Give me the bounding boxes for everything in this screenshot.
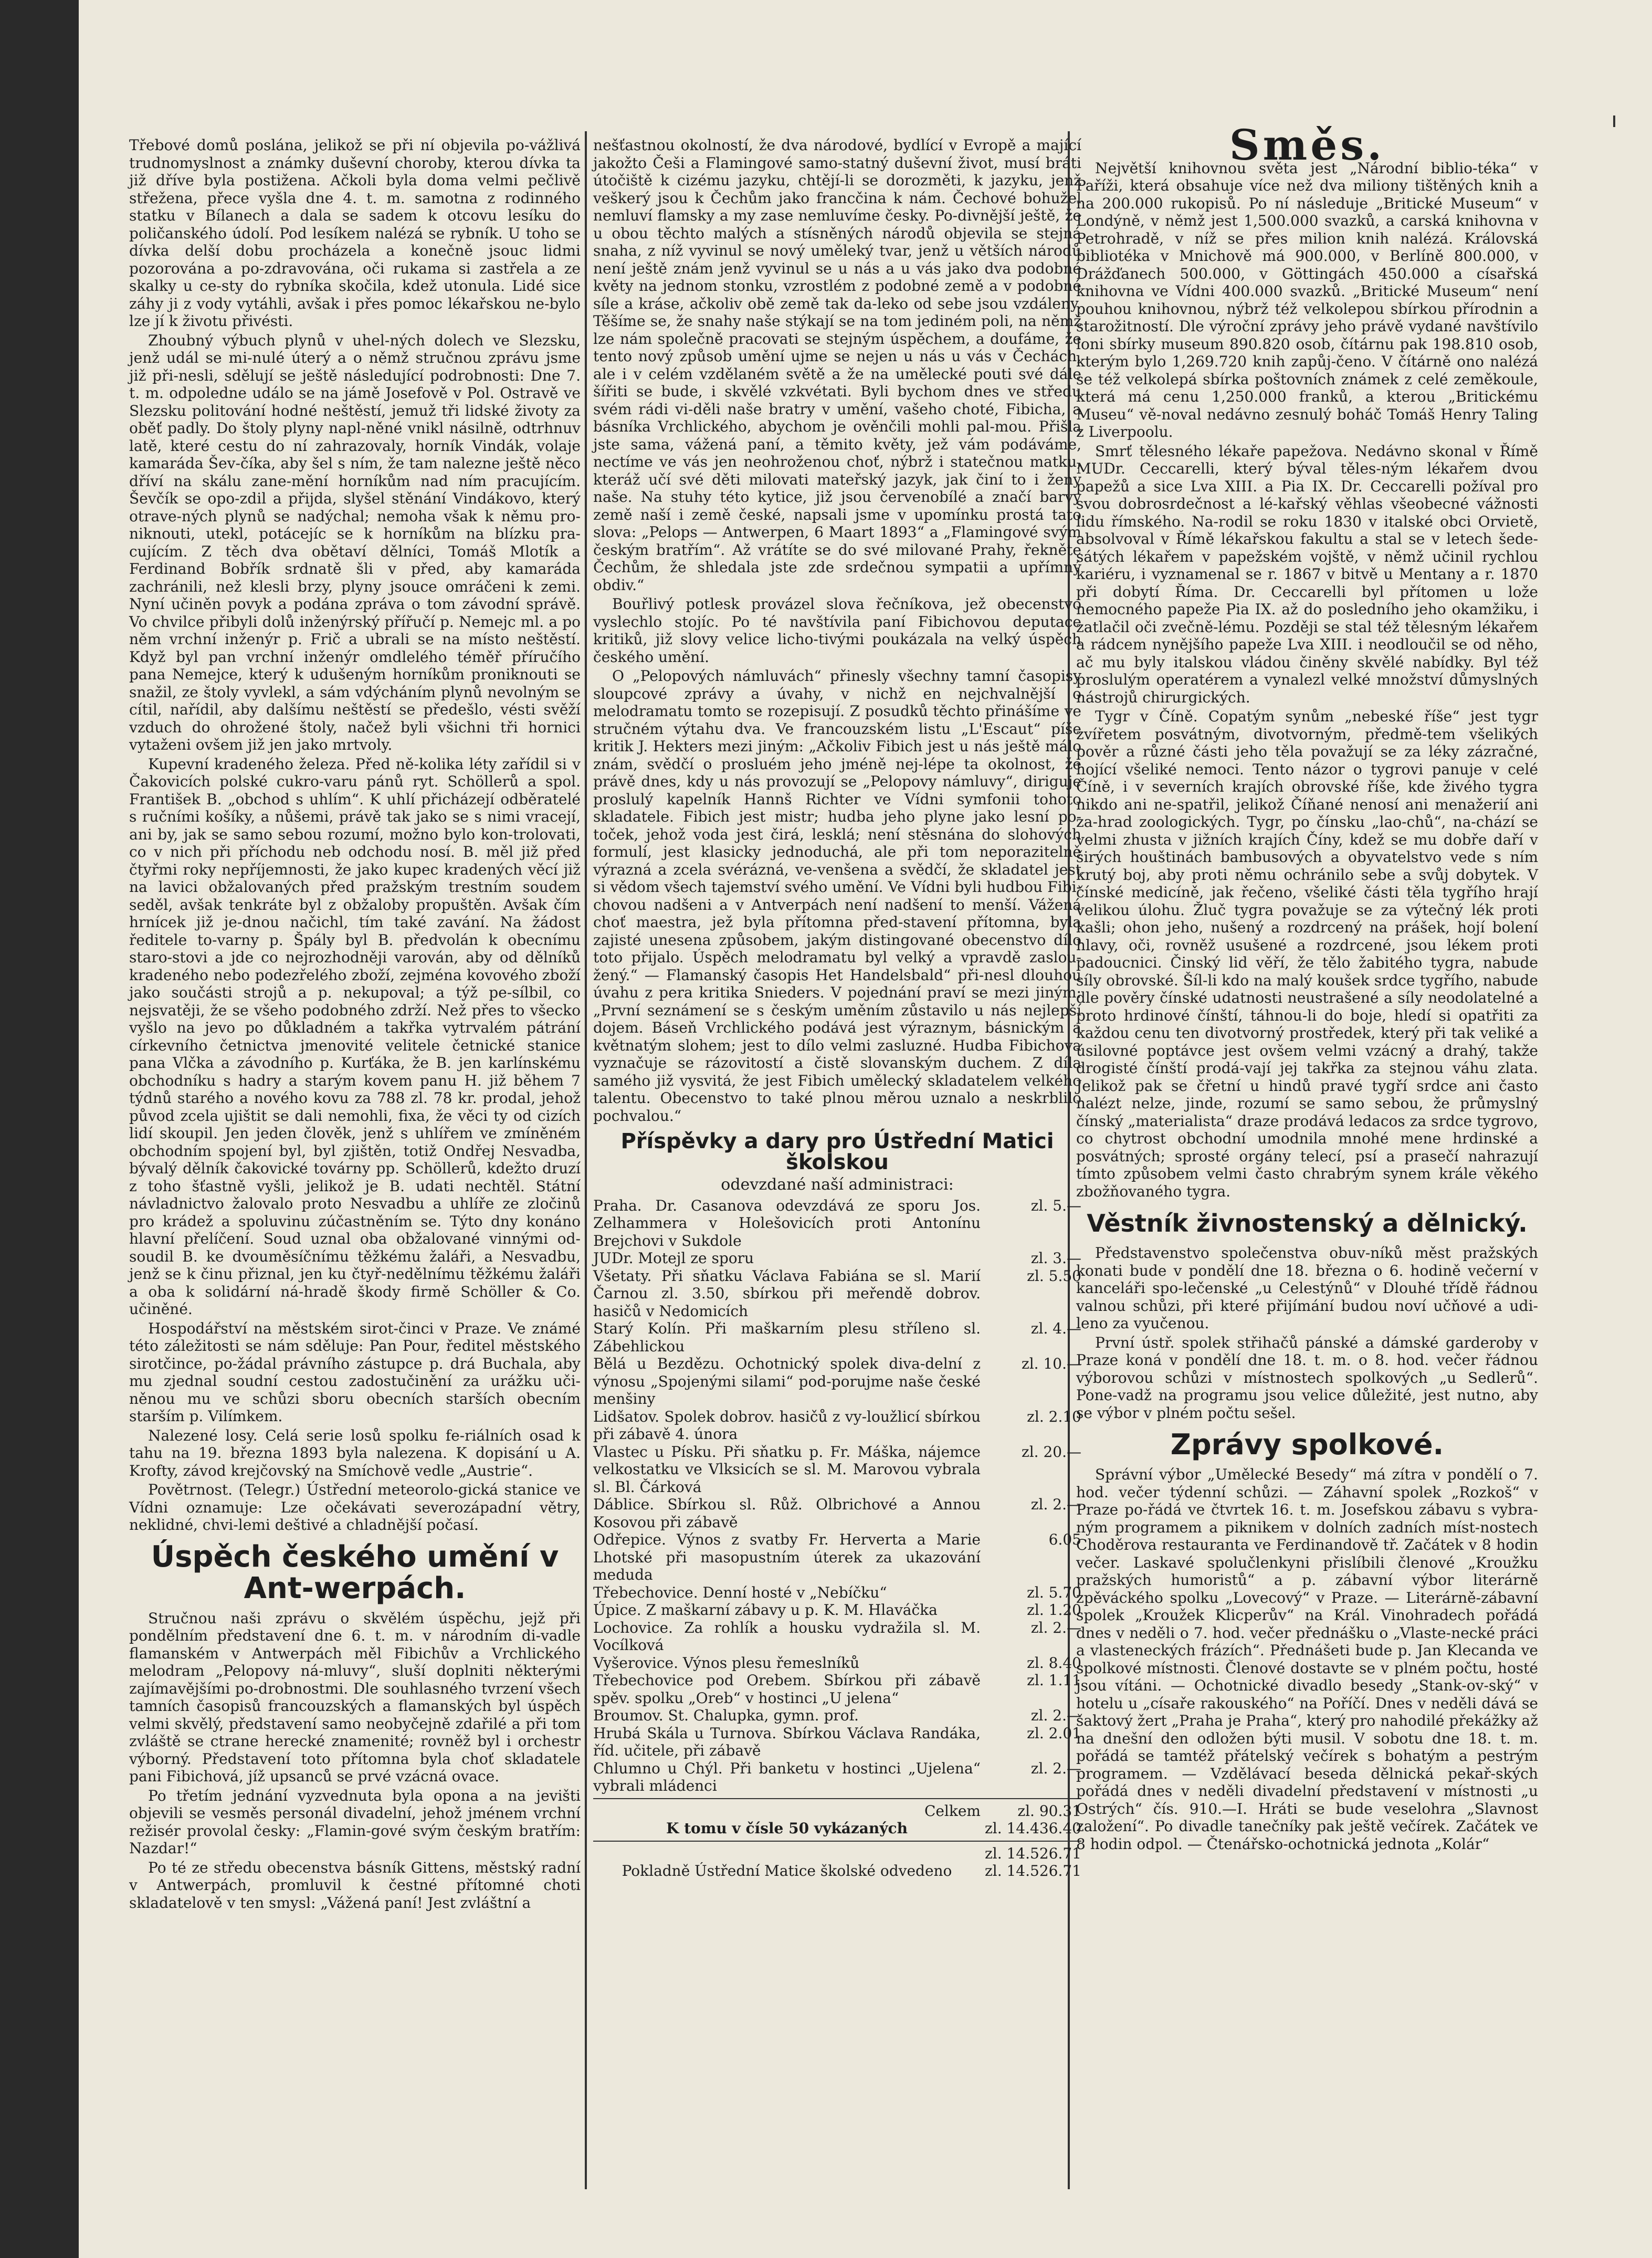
total-amount: zl. 14.526.71 [984,1862,1081,1879]
donation-row [593,1760,1081,1795]
column-rule-left [585,131,587,2189]
total-amount: zl. 14.436.40 [984,1820,1081,1837]
table-divider [593,1841,1081,1842]
donations-subheading: odevzdané naší administraci: [721,1175,954,1194]
donation-text: Všetaty. Při sňatku Václava Fabiána se sl. Marií Čarnou zl. 3.50, sbírkou při meřendě dobrov. hasičů v Nedomicích [593,1267,981,1320]
donation-text: Lochovice. Za rohlík a housku vydražila sl. M. Vocílková [593,1619,981,1654]
article-paragraph: Tygr v Číně. Copatým synům „nebeské říše“ jest tygr zvířetem posvátným, divotvorným, předmě-tem všelikých pověr a různé části jeho těla považují se za léky zázračné, hojící všeliké nemoci. Tento názor o tygrovi panuje v celé Číně, i v severních krajích obrovské říše, kde živého tygra nikdo ani ne-spatřil, jelikož Číňané nenosí ani menažerií ani za-hrad zoologických. Tygr, po čínsku „lao-chů“, na-chází se velmi zhusta v jižních krajích Číny, kdež se mu dobře daří v širých houštinách bambusových a obyvatelstvo vede s ním krutý boj, aby proti němu ochránilo sebe a svůj dobytek. V čínské medicíně, jak řečeno, všeliké části těla tygřího hrají velikou úlohu. Žluč tygra považuje se za výtečný lék proti kašli; ohon jeho, nušený a rozdrcený na prášek, hojí bolení hlavy, oči, rovněž usušené a rozdrcené, jsou lékem proti padoucnici. Činský lid věří, že tělo žabitého tygra, nabude síly obrovské. Šíl-li kdo na malý koušek srdce tygřího, nabude dle pověry čínské udatnosti neustrašené a síly neodolatelné a proto hrdinové čínští, táhnou-li do boje, hledí si opatřiti za každou cenu ten divotvorný prostředek, který při tak veliké a úsilovné poptávce jest ovšem velmi vzácný a drahý, takže drogisté čínští prodá-vají jej takřka za stejnou váhu zlata. Jelikož pak se čřetní u hindů pravé tygří srdce ani často nalézt nelze, jinde, rozumí se samo sebou, že průmyslný čínský „materialista“ draze prodává ledacos za srdce tygrovo, co chytrost obchodní umodnila mnohé mene hrdinské a posvátných; sprosté orgány telecí, psí a prasečí nahrazují tímto způsobem velmi často chrabrým synem krále věkého zbožňovaného tygra. [1076,708,1538,1200]
article-paragraph: Třebové domů poslána, jelikož se při ní objevila po-vážlivá trudnomyslnost a známky duševní choroby, kterou dívka ta již dříve byla postižena. Ačkoli byla doma velmi pečlivě střežena, přece vyšla dne 4. t. m. samotna z rodinného statku v Bílanech a dala se sadem k otcovu lesíku do poličanského údolí. Pod lesíkem nalézá se rybník. U toho se dívka delší dobu procházela a konečně jsouc lidmi pozorována a po-zdravována, oči rukama si zastřela a ze skalky u ce-sty do rybníka skočila, kdež utonula. Lidé sice záhy ji z vody vytáhli, avšak i přes pomoc lékařskou ne-bylo lze jí k životu přivésti. [129,136,581,330]
donation-text: Bělá u Bezdězu. Ochotnický spolek diva-delní z výnosu „Spojenými silami“ pod-porujme naše české menšiny [593,1355,981,1408]
donation-row [593,1355,1081,1408]
donation-row [593,1197,1081,1250]
column-1 [129,136,581,1913]
column-3 [1076,120,1538,1854]
margin-mark [1613,115,1615,127]
section-title: Směs. [1229,120,1385,170]
column-2 [593,136,1081,1880]
donation-amount: zl. 2.— [1030,1619,1081,1636]
donation-amount: zl. 4.— [1030,1320,1081,1337]
total-amount: zl. 14.526.71 [984,1844,1081,1862]
donation-row [593,1707,1081,1725]
donation-row [593,1725,1081,1760]
donations-heading: Příspěvky a dary pro Ústřední Matici školskou [620,1129,1054,1174]
total-label [593,1845,981,1863]
donation-text: Hrubá Skála u Turnova. Sbírkou Václava Randáka, říd. učitele, při zábavě [593,1724,981,1759]
donation-row [593,1672,1081,1707]
donation-amount: zl. 2.— [1030,1759,1081,1777]
donation-text: Vyšerovice. Výnos plesu řemeslníků [593,1654,860,1672]
donation-row [593,1654,1081,1672]
total-row [593,1820,1081,1837]
total-row [593,1802,1081,1820]
donation-text: Úpice. Z maškarní zábavy u p. K. M. Hlaváčka [593,1601,938,1619]
donation-amount: 6.05 [1048,1531,1081,1548]
article-paragraph: Po té ze středu obecenstva básník Gittens, městský radní v Antwerpách, promluvil k čestné přítomné choti skladatelově v ten smysl: „Vážená paní! Jest zvláštní a [129,1858,581,1912]
article-paragraph: Největší knihovnou světa jest „Národní biblio-téka“ v Paříži, která obsahuje více než dva miliony tištěných knih a na 200.000 rukopisů. Po ní následuje „Britické Museum“ v Londýně, v němž jest 1,500.000 svazků, a carská knihovna v Petrohradě, v níž se přes milion knih nalézá. Královská bibliotéka v Mnichově má 900.000, v Berlíně 800.000, v Drážďanech 500.000, v Göttingách 450.000 a císařská knihovna ve Vídni 400.000 svazků. „Britické Museum“ není pouhou knihovnou, nýbrž též velkolepou sbírkou přírodnin a starožitností. Dle výroční zprávy jeho právě vydané navštívilo loni sbírky museum 890.820 osob, čítárnu pak 198.810 osob, kterým bylo 1,269.720 knih zapůj-čeno. V čítárně ono nalézá se též velkolepá sbírka poštovních známek z celé zeměkoule, která má cenu 1,250.000 franků, a kterou „Britickému Museu“ vě-noval nedávno zesnulý boháč Tomáš Henry Taling z Liverpoolu. [1076,159,1538,440]
donation-text: Třebechovice. Denní hosté v „Nebíčku“ [593,1583,887,1601]
article-paragraph: Hospodářství na městském sirot-činci v Praze. Ve známé této záležitosti se nám sděluje: Pan Pour, ředitel městského sirotčince, po-žádal právního zástupce p. drá Buchala, aby mu zjednal soudní cestou zadostučinění za urážku uči-něnou mu ve schůzi sboru obecních starších obecním starším p. Vilímkem. [129,1319,581,1425]
total-label: K tomu v čísle 50 vykázaných [666,1820,908,1837]
donation-text: Vlastec u Písku. Při sňatku p. Fr. Máška, nájemce velkostatku ve Vlksicích se sl. M. Marovou vybrala sl. Bl. Čárková [593,1443,981,1496]
donation-amount: zl. 5.50 [1027,1267,1081,1285]
donation-text: JUDr. Motejl ze sporu [593,1249,754,1267]
article-paragraph: Bouřlivý potlesk provázel slova řečníkova, jež obecenstvo vyslechlo stojíc. Po té navštívila paní Fibichovou deputace kritiků, již slovy velice licho-tivými poukázala na velký úspěch českého umění. [593,595,1081,666]
total-label: Pokladně Ústřední Matice školské odvedeno [622,1862,952,1879]
donation-row [593,1619,1081,1654]
section-heading: Zprávy spolkové. [1170,1428,1444,1461]
donation-text: Třebechovice pod Orebem. Sbírkou při zábavě spěv. spolku „Oreb“ v hostinci „U jelena“ [593,1672,981,1707]
article-paragraph: První ústř. spolek střihačů pánské a dámské garderoby v Praze koná v pondělí dne 18. t. m. o 8. hod. večer řádnou výborovou schůzi v místnostech spolkových „u Sedlerů“. Pone-vadž na programu jsou velice důležité, jest nutno, aby se výbor v plném počtu sešel. [1076,1333,1538,1422]
donation-amount: zl. 2.— [1030,1496,1081,1513]
donations-table [593,1197,1081,1880]
donation-text: Starý Kolín. Při maškarním plesu stříleno sl. Zábehlickou [593,1320,981,1355]
total-row [593,1845,1081,1863]
donation-row [593,1584,1081,1602]
donation-row [593,1496,1081,1531]
article-paragraph: Správní výbor „Umělecké Besedy“ má zítra v pondělí o 7. hod. večer týdenní schůzi. — Záhavní spolek „Rozkoš“ v Praze po-řádá ve čtvrtek 16. t. m. Josefskou zábavu s vybra-ným programem a piknikem v dolních zadních míst-nostech Choděrova restauranta ve Ferdinandově tř. Začátek v 8 hodin večer. Laskavé spolučlenkyni přislíbili členové „Kroužku pražských humoristů“ a p. zábavní výbor literárně zpěváckého spolku „Lovecový“ v Praze. — Literárně-zábavní spolek „Kroužek Klicperův“ na Král. Vinohradech pořádá dnes v neděli o 7. hod. večer přednášku o „Vlaste-necké práci a vlasteneckých frázích“. Přednášeti bude p. Jan Klecanda ve spolkové místnosti. Členové dostavte se v plném počtu, hosté jsou vítáni. — Ochotnické divadlo besedy „Stank-ov-ský“ v hotelu u „císaře rakouského“ na Poříčí. Dnes v neděli dává se šaktový žert „Praha je Praha“, který pro nahodilé překážky až na dnešní den odložen býti musil. V sobotu dne 18. t. m. pořádá se tamtéž přátelský večírek s bohatým a pestrým programem. — Vzdělávací beseda dělnická pekař-ských pořádá dnes v neděli divadelní představení v místnosti „u Ostrých“ čís. 910.—I. Hráti se bude veselohra „Slavnost založení“. Po divadle tanečníky pak ještě večírek. Začátek ve 8 hodin odpol. — Čtenářsko-ochotnická jednota „Kolár“ [1076,1466,1538,1853]
article-paragraph: Nalezené losy. Celá serie losů spolku fe-riálních osad k tahu na 19. března 1893 byla nalezena. K dopisání u A. Krofty, závod krejčovský na Smíchově vedle „Austrie“. [129,1426,581,1479]
donation-row [593,1249,1081,1267]
donation-text: Chlumno u Chýl. Při banketu v hostinci „Ujelena“ vybrali mládenci [593,1759,981,1794]
donation-amount: zl. 10.— [1021,1355,1081,1372]
donation-text: Broumov. St. Chalupka, gymn. prof. [593,1707,859,1724]
donation-text: Lidšatov. Spolek dobrov. hasičů z vy-loužlicí sbírkou při zábavě 4. února [593,1408,981,1443]
donation-text: Dáblice. Sbírkou sl. Růž. Olbrichové a Annou Kosovou při zábavě [593,1496,981,1531]
article-paragraph: Smrť tělesného lékaře papežova. Nedávno skonal v Římě MUDr. Ceccarelli, který býval těles-ným lékařem dvou papežů a sice Lva XIII. a Pia IX. Dr. Ceccarelli požíval pro svou dobrosrdečnost a lé-kařský věhlas všeobecné vážnosti lidu římského. Na-rodil se roku 1830 v italské obci Orvietě, absolvoval v Římě lékařskou fakultu a stal se v letech šede-sátých lékařem v papežském vojště, v němž učinil rychlou kariéru, i vyznamenal se r. 1867 v bitvě u Mentany a r. 1870 při dobytí Říma. Dr. Ceccarelli byl přítomen u lože nemocného papeže Pia IX. až do posledního jeho okamžiku, i zatlačil oči zvečně-lému. Později se stal též tělesným lékařem a rádcem nynějšího papeže Lva XIII. i neodloučil se od něho, ač mu byly italskou vládou činěny skvělé nabídky. Byl též proslulým operatérem a vynalezl velké množství důmyslných nástrojů chirurgických. [1076,442,1538,706]
donation-amount: zl. 2.01 [1027,1724,1081,1742]
donation-amount: zl. 8.40 [1027,1654,1081,1672]
article-heading: Úspěch českého umění v Ant-werpách. [151,1539,559,1605]
article-paragraph: O „Pelopových námluvách“ přinesly všechny tamní časopisy sloupcové zprávy a úvahy, v nichž en nejchvalnější o melodramatu tomto se rozepisují. Z posudků těchto přinášíme ve stručném výtahu dva. Ve francouzském listu „L'Escaut“ píše kritik J. Hekters mezi jiným: „Ačkoliv Fibich jest u nás ještě málo znám, svědčí o prosluém jeho jméně nej-lépe ta okolnost, že právě dnes, kdy u nás provozují se „Pelopovy námluvy“, diriguje proslulý kapelník Hannš Richter ve Vídni symfonii tohoto skladatele. Fibich jest mistr; hudba jeho plyne jako lesní po-toček, jehož voda jest čirá, lesklá; není stěsnána do slohových formulí, jest klasicky jednoduchá, ale při tom neporazitelně výrazná a zcela svérázná, ve-venšena a svědčí, že skladatel jest si vědom všech tajemství svého umění. Ve Vídni byli hudbou Fibi-chovou nadšeni a v Antverpách není nadšení to menší. Vážená choť maestra, jež byla přítomna před-stavení přítomna, byla zajisté unesena způsobem, jakým distingované obecenstvo dílo toto přijalo. Úspěch melodramatu byl velký a vpravdě zaslou-žený.“ — Flamanský časopis Het Handelsbald“ při-nesl dlouhou úvahu z pera kritika Snieders. V pojednání praví se mezi jiným: „První seznámení se s českým uměním zůstavilo u nás nejlepší dojem. Báseň Vrchlického podává jest výraznym, básnickým a květnatým slohem; jest to dílo velmi zasluzné. Hudba Fibichova vyznačuje se rázovitostí a čistě slovanským duchem. Z díla samého již vysvitá, že jest Fibich umělecký skladatelem velkého talentu. Obecenstvo to také plnou měrou uznalo a neskrblilo pochvalou.“ [593,667,1081,1125]
article-paragraph: Kupevní kradeného železa. Před ně-kolika léty zařídil si v Čakovicích polské cukro-varu pánů ryt. Schöllerů a spol. František B. „obchod s uhlím“. K uhlí přicházejí odběratelé s ručními košíky, a nůšemi, právě tak jako se s nimi vracejí, ani by, jak se samo sebou rozumí, možno bylo kon-trolovati, co v nich při příchodu neb odchodu nosí. B. měl již před čtyřmi roky nepříjemnosti, že jako kupec kradených věcí již na lavici obžalovaných před pražským trestním soudem seděl, avšak tenkráte byl z obžaloby propuštěn. Avšak čím hrnícek již je-dnou načichl, tím také zavání. Na žádost ředitele to-varny p. Špály byl B. předvolán k obecnímu staro-stovi a jde co nejrozhodněji varován, aby od dělníků kradeného nebo podezřelého zboží, zejména kovového zboží jako součásti strojů a p. nekupoval; a týž pe-sílbil, co nejsvatěji, že se všeho podobného zdrží. Než přes to všecko vyšlo na jevo po důkladném a takřka vytrvalém pátrání církevního četnictva jmenovité velitele četnické stanice pana Vlčka a závodního p. Kurťáka, že B. jen karlínskému obchodníku s hadry a starým kovem panu H. již během 7 týdnů starého a nového kovu za 788 zl. 78 kr. prodal, jehož původ zcela ujištit se dali nemohli, fixa, že věci ty od cizích lidí skoupil. Jen jeden člověk, jenž s uhlířem ve zmíněném obchodním spojení byl, byl zjištěn, totiž Ondřej Nesvadba, bývalý dělník čakovické továrny pp. Schöllerů, kdežto druzí z toho šťastně vyšli, jelikož je B. udati nechtěl. Státní návladnictvo žalovalo proto Nesvadbu a uhlíře ze zločinů pro krádež a spoluvinu zúčastněním se. Týto dny konáno hlavní přelíčení. Soud uznal oba obžalované vinnými od-soudil B. ke dvouměsíčnímu těžkému žaláři, a Nesvadbu, jenž se k činu přiznal, jen ku čtyř-nedělnímu těžkému žaláři a oba k solidární ná-hradě škody firmě Schöller & Co. učiněné. [129,755,581,1318]
section-heading: Věstník živnostenský a dělnický. [1087,1209,1528,1237]
donation-amount: zl. 20.— [1021,1443,1081,1461]
table-divider [593,1798,1081,1799]
donation-row [593,1601,1081,1619]
donation-amount: zl. 2.10 [1027,1408,1081,1425]
total-row [593,1862,1081,1880]
donation-amount: zl. 3.— [1030,1249,1081,1267]
total-amount: zl. 90.31 [1017,1802,1081,1820]
donation-amount: zl. 5.— [1030,1196,1081,1214]
donation-amount: zl. 1.11 [1027,1672,1081,1689]
donation-amount: zl. 5.70 [1027,1583,1081,1601]
donation-row [593,1408,1081,1443]
article-paragraph: Po třetím jednání vyzvednuta byla opona a na jevišti objevili se vesměs personál divadelní, jehož jménem vrchní režisér provolal česky: „Flamin-gové svým českým bratřím: Nazdar!“ [129,1787,581,1857]
donation-text: Praha. Dr. Casanova odevzdává ze sporu Jos. Zelhammera v Holešovicích proti Antonínu Brejchovi v Sukdole [593,1196,981,1249]
donation-row [593,1267,1081,1320]
donation-row [593,1320,1081,1355]
donation-row [593,1443,1081,1496]
article-paragraph: nešťastnou okolností, že dva národové, bydlící v Evropě a mající jakožto Češi a Flamingové samo-statný duševní život, musí bráti útočiště k cizému jazyku, chtějí-li se dorozměti, k jazyku, jenž veškerý jsou k Čechům jako francčina k nám. Čechové bohužel nemluví flamsky a my zase nemluvíme česky. Po-divnější ještě, že u obou těchto malých a stísněných národů objevila se stejná snaha, z níž vyvinul se nový uměleký tvar, jenž u větších národů není ještě znám jenž vyvinul se u nás a u vás jako dva podobné květy na jednom stonku, vzrostlém z podobné země a v podobné síle a kráse, ačkoliv obě země tak da-leko od sebe jsou vzdáleny. Těšíme se, že snahy naše stýkají se na tom jediném poli, na němž lze nám společně pracovati se stejným úspěchem, a doufáme, že tento nový způsob umění ujme se nejen u nás u vás v Čechách, ale i v celém vzdělaném světě a že na umělecké pouti své dále šířiti se bude, i skvělé vzkvétati. Byli bychom dnes ve středu svém rádi vi-děli naše bratry v umění, vašeho choté, Fibicha, a básníka Vrchlického, abychom je ověnčili mohli pal-mou. Přišla jste sama, vážená paní, a těmito květy, jež vám podáváme, nectíme ve vás jen neohroženou choť, nýbrž i statečnou matku, kteráž učí své děti milovati mateřský jazyk, jak činí to i ženy naše. Na stuhy této kytice, již jsou červenobílé a značí barvy země naší i země české, napsali jsme v upomínku prostá tato slova: „Pelops — Antwerpen, 6 Maart 1893“ a „Flamingové svým českým bratřím“. Až vrátíte se do své milované Prahy, řekněte Čechům, že shledala jste zde srdečnou sympatii a upřímný obdiv.“ [593,136,1081,594]
article-paragraph: Představenstvo společenstva obuv-níků měst pražských konati bude v pondělí dne 18. března o 6. hodině večerní v kanceláři spo-lečenské „u Celestýnů“ v Dlouhé třídě řádnou valnou schůzi, při které přijímání budou noví učňové a udi-leno za vyučenou. [1076,1244,1538,1332]
article-paragraph: Stručnou naši zprávu o skvělém úspěchu, jejž při pondělním představení dne 6. t. m. v národním di-vadle flamanském v Antwerpách měl Fibichův a Vrchlického melodram „Pelopovy ná-mluvy“, sluší doplniti některými zajímavějšími po-drobnostmi. Dle souhlasného tvrzení všech tamních časopisů francouzských a flamanských byl úspěch velmi skvělý, představení samo neobyčejně zdařilé a při tom zvláště se ctrane herecké znamenité; rovněž byl i orchestr výborný. Představení toto přítomna byla choť skladatele pani Fibichová, jíž upsanců se prvé vzácná ovace. [129,1609,581,1785]
article-paragraph: Zhoubný výbuch plynů v uhel-ných dolech ve Slezsku, jenž udál se mi-nulé úterý a o němž stručnou zprávu jsme již při-nesli, sdělují se ještě následující podrobnosti: Dne 7. t. m. odpoledne událo se na jámě Josefově v Pol. Ostravě ve Slezsku politování hodné neštěstí, jemuž tři lidské životy za oběť padly. Do štoly plyny napl-něné vnikl násilně, odtrhnuv latě, které cestu do ní zahrazovaly, horník Vindák, volaje kamaráda Šev-číka, aby šel s ním, že tam nalezne ještě něco dříví na skálu zane-mění horníkům nad ním pracujícím. Ševčík se opo-zdil a přijda, slyšel stěnání Vindákovo, který otrave-ných plynů se nadýchal; nemoha však k němu pro-niknouti, utekl, potácejíc se k horníkům na blízku pra-cujícím. Z těch dva obětaví dělníci, Tomáš Mlotík a Ferdinand Bobřík srdnatě šli v před, aby kamaráda zachránili, než klesli brzy, plyny jsouce omráčeni k zemi. Nyní učiněn povyk a podána zpráva o tom závodní správě. Vo chvilce přibyli dolů inženýrský přířučí p. Nemejc ml. a po něm vrchní inženýr p. Frič a ubrali se na místo neštěstí. Když byl pan vrchní inženýr omdlelého téměř příručího pana Nemejce, který k udušeným horníkům proniknouti se snažil, ze štoly vyvlekl, a sám vdýcháním plynů nevolným se cítil, nařídil, aby dalšímu neštěstí se předešlo, vésti svěží vzduch do ohrožené štoly, načež byli všichni tři hornici vytaženi ovšem již jen jako mrtvoly. [129,331,581,753]
donation-text: Odřepice. Výnos z svatby Fr. Herverta a Marie Lhotské při masopustním úterek za ukazování meduda [593,1531,981,1583]
donation-row [593,1531,1081,1584]
donation-amount: zl. 1.20 [1027,1601,1081,1619]
article-paragraph: Povětrnost. (Telegr.) Ústřední meteorolo-gická stanice ve Vídni oznamuje: Lze očekávati severozápadní větry, neklidné, chvi-lemi deštivé a chladnější počasí. [129,1481,581,1534]
total-label: Celkem [924,1802,981,1820]
donation-amount: zl. 2.— [1030,1707,1081,1724]
